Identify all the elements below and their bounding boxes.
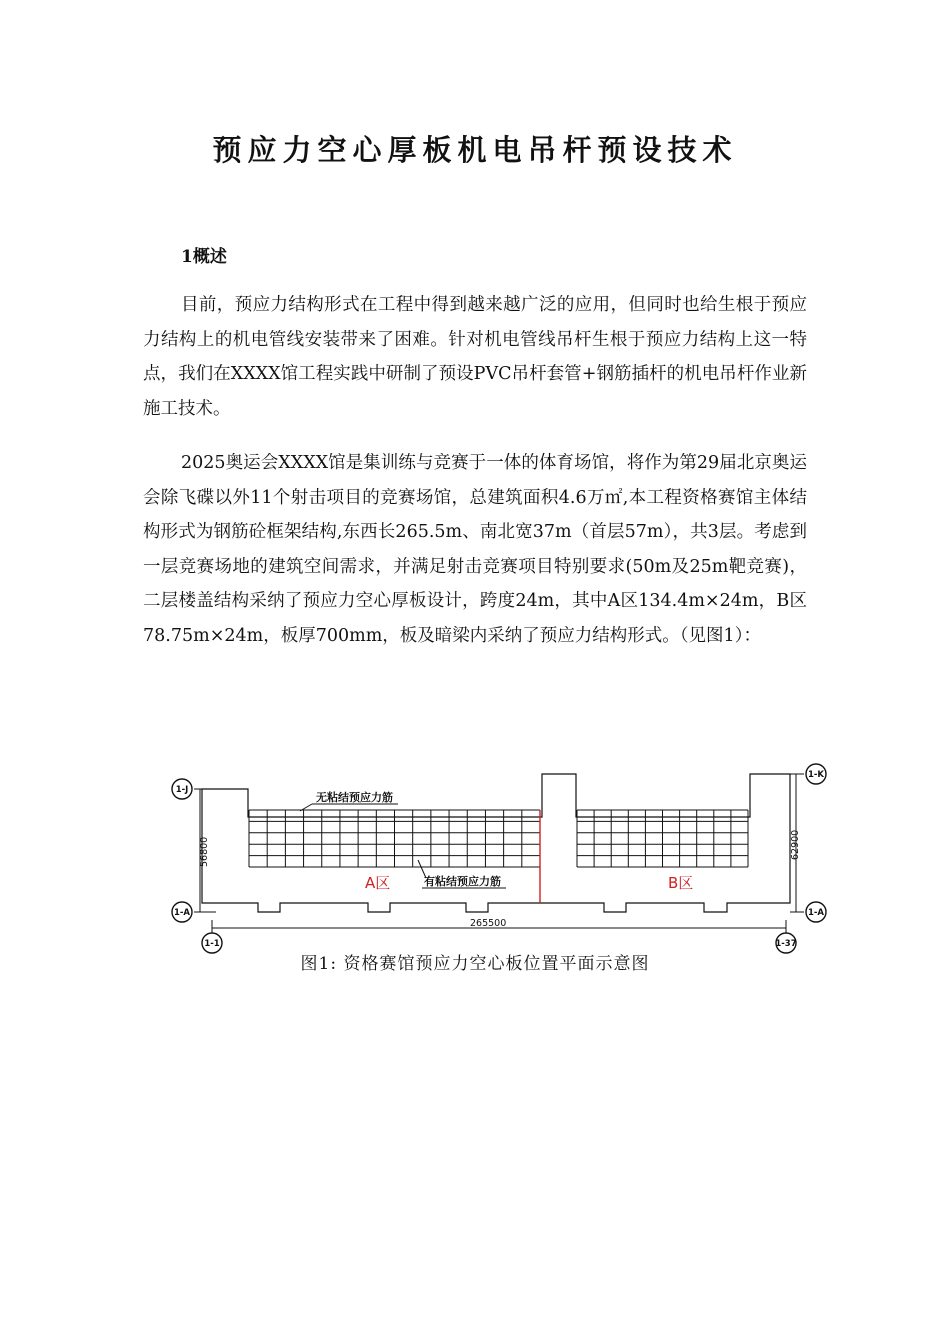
svg-text:1-K: 1-K [807, 770, 825, 780]
svg-text:1-37: 1-37 [775, 939, 797, 949]
svg-text:1-1: 1-1 [204, 939, 220, 949]
bonded-tendon-label: 有粘结预应力筋 [424, 875, 501, 888]
axis-bubble-1a-right [806, 902, 826, 922]
paragraph-2: 2025奥运会XXXX馆是集训练与竞赛于一体的体育场馆，将作为第29届北京奥运会除飞碟以外11个射击项目的竞赛场馆，总建筑面积4.6万㎡,本工程资格赛馆主体结构形式为钢筋砼框架结构,东西长265.5m、南北宽37m（首层57m），共3层。考虑到一层竞赛场地的建筑空间需求，并满足射击竞赛项目特别要求(50m及25m靶竞赛)，二层楼盖结构采纳了预应力空心厚板设计，跨度24m，其中A区134.4m×24m，B区78.75m×24m，板厚700mm，板及暗梁内采纳了预应力结构形式。（见图1）： [143, 453, 807, 646]
grid-zone-b [577, 810, 748, 867]
paragraph-1: 目前，预应力结构形式在工程中得到越来越广泛的应用，但同时也给生根于预应力结构上的机电管线安装带来了困难。针对机电管线吊杆生根于预应力结构上这一特点，我们在XXXX馆工程实践中研制了预设PVC吊杆套管+钢筋插杆的机电吊杆作业新施工技术。 [143, 295, 807, 419]
section-heading: 1概述 [181, 247, 227, 267]
document-title: 预应力空心厚板机电吊杆预设技术 [212, 133, 738, 167]
dim-right-text: 62900 [790, 829, 801, 860]
grid-zone-a [249, 810, 540, 867]
dim-left-text: 56800 [199, 836, 210, 867]
axis-bubble-1k [806, 764, 826, 784]
unbonded-tendon-label: 无粘结预应力筋 [316, 791, 393, 804]
floor-plan-figure [160, 760, 840, 960]
svg-text:1-J: 1-J [175, 785, 189, 795]
building-outline [202, 774, 790, 912]
axis-bubble-1a-left [172, 902, 192, 922]
figure-caption: 图1: 资格赛馆预应力空心板位置平面示意图 [300, 954, 650, 974]
svg-text:1-A: 1-A [173, 908, 191, 918]
svg-text:1-A: 1-A [807, 908, 825, 918]
zone-b-label: B区 [668, 874, 694, 892]
axis-bubble-1j [172, 779, 192, 799]
dim-bottom-text: 265500 [470, 918, 507, 929]
zone-a-label: A区 [365, 874, 391, 892]
